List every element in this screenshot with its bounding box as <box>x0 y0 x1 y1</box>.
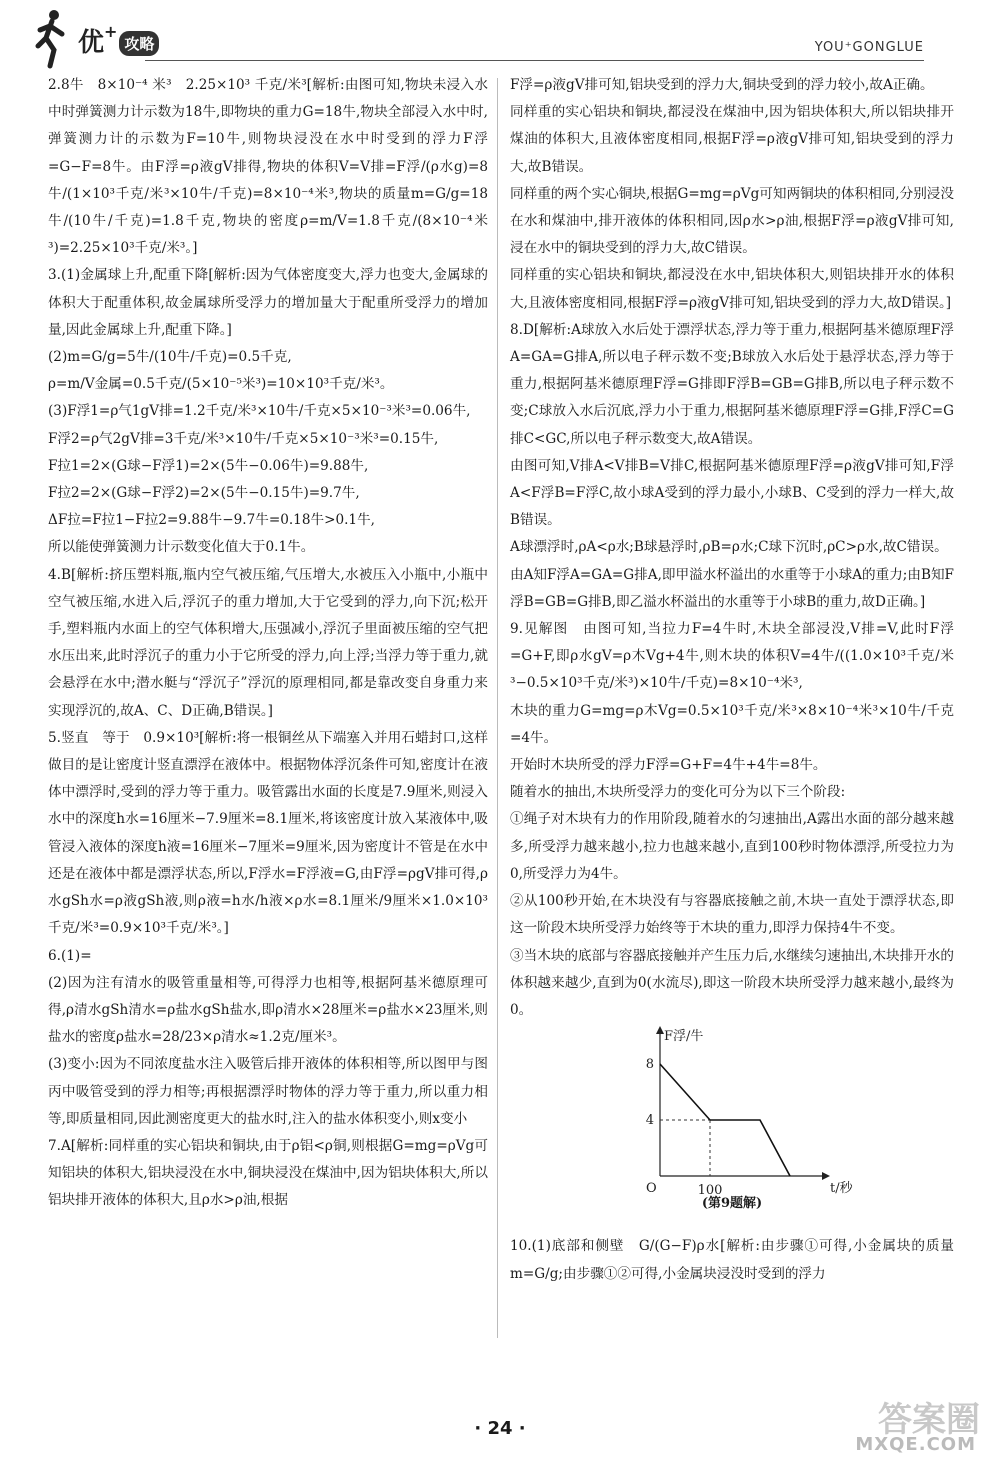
runner-logo-icon <box>32 8 72 70</box>
watermark-logo <box>810 1392 980 1458</box>
watermark-title: 答案圈 <box>878 1400 980 1440</box>
page-number: · 24 · <box>474 1418 526 1439</box>
answer-paragraph: ③当木块的底部与容器底接触并产生压力后,水继续匀速抽出,木块排开水的体积越来越少,直到为0(水流尽),即这一阶段木块所受浮力越来越小,最终为0。 <box>510 947 954 1018</box>
answer-paragraph: 木块的重力G=mg=ρ木Vg=0.5×10³千克/米³×8×10⁻⁴米³×10牛/千克=4牛。 <box>510 702 954 746</box>
x-tick-label: 100 <box>697 1183 723 1197</box>
chart-caption: (第9题解) <box>701 1196 763 1212</box>
buoyancy-time-chart <box>510 1026 954 1196</box>
answer-paragraph: 3.(1)金属球上升,配重下降[解析:因为气体密度变大,浮力也变大,金属球的体积大于配重体积,故金属球所受浮力的增加量大于配重所受浮力的增加量,因此金属球上升,配重下降。] <box>48 267 488 338</box>
header-series-title: YOU⁺GONGLUE <box>814 40 924 55</box>
answer-paragraph: 10.(1)底部和侧壁 G/(G−F)ρ水[解析:由步骤①可得,小金属块的质量m=G/g;由步骤①②可得,小金属块浸没时受到的浮力 <box>510 1238 954 1282</box>
answer-paragraph: F浮=ρ液gV排可知,铝块受到的浮力大,铜块受到的浮力较小,故A正确。 <box>510 77 934 93</box>
answer-paragraph: A球漂浮时,ρA<ρ水;B球悬浮时,ρB=ρ水;C球下沉时,ρC>ρ水,故C错误。 <box>510 539 948 556</box>
answer-paragraph: 4.B[解析:挤压塑料瓶,瓶内空气被压缩,气压增大,水被压入小瓶中,小瓶中空气被压缩,水进入后,浮沉子的重力增加,大于它受到的浮力,向下沉;松开手,塑料瓶内水面上的空气体积增大,压强减小,浮沉子里面被压缩的空气把水压出来,此时浮沉子的重力小于它所受的浮力,向上浮;当浮力等于重力,就会悬浮在水中;潜水艇与“浮沉子”浮沉的原理相同,都是靠改变自身重力来实现浮沉的,故A、C、D正确,B错误。] <box>48 566 488 719</box>
answer-paragraph: F拉1=2×(G球−F浮1)=2×(5牛−0.06牛)=9.88牛, <box>48 457 369 474</box>
answer-paragraph: F拉2=2×(G球−F浮2)=2×(5牛−0.15牛)=9.7牛, <box>48 485 360 502</box>
answer-paragraph: (2)m=G/g=5牛/(10牛/千克)=0.5千克, <box>48 349 292 366</box>
answer-paragraph: 同样重的实心铝块和铜块,都浸没在水中,铝块体积大,则铝块排开水的体积大,且液体密度相同,根据F浮=ρ液gV排可知,铝块受到的浮力大,故D错误。] <box>510 267 954 311</box>
watermark-url: MXQE.COM <box>855 1434 976 1455</box>
header-rule <box>145 60 924 61</box>
answer-paragraph: ΔF拉=F拉1−F拉2=9.88牛−9.7牛=0.18牛>0.1牛, <box>48 512 375 529</box>
answer-paragraph: 开始时木块所受的浮力F浮=G+F=4牛+4牛=8牛。 <box>510 757 827 774</box>
answer-paragraph: (3)F浮1=ρ气1gV排=1.2千克/米³×10牛/千克×5×10⁻³米³=0.06牛, <box>48 403 471 420</box>
origin-label: O <box>646 1181 657 1197</box>
answer-paragraph: 2.8牛 8×10⁻⁴ 米³ 2.25×10³ 千克/米³[解析:由图可知,物块未浸入水中时弹簧测力计示数为18牛,即物块的重力G=18牛,物块全部浸入水中时,弹簧测力计的示数为F=10牛,则物块浸没在水中时受到的浮力F浮=G−F=8牛。由F浮=ρ液gV排得,物块的体积V=V排=F浮/(ρ水g)=8牛/(1×10³千克/米³×10牛/千克)=8×10⁻⁴米³,物块的质量m=G/g=18牛/(10牛/千克)=1.8千克,物块的密度ρ=m/V=1.8千克/(8×10⁻⁴米³)=2.25×10³千克/米³。] <box>48 77 488 257</box>
answer-paragraph: (3)变小:因为不同浓度盐水注入吸管后排开液体的体积相等,所以图甲与图丙中吸管受到的浮力相等;再根据漂浮时物体的浮力等于重力,所以重力相等,即质量相同,因此测密度更大的盐水时,注入的盐水体积变小,则x变小 <box>48 1056 488 1127</box>
answer-paragraph: 5.竖直 等于 0.9×10³[解析:将一根铜丝从下端塞入并用石蜡封口,这样做目的是让密度计竖直漂浮在液体中。根据物体浮沉条件可知,密度计在液体中漂浮时,受到的浮力等于重力。吸管露出水面的长度是7.9厘米,则浸入水中的深度h水=16厘米−7.9厘米=8.1厘米,将该密度计放入某液体中,吸管浸入液体的深度h液=16厘米−7厘米=9厘米,因为密度计不管是在水中还是在液体中都是漂浮状态,所以,F浮水=F浮液=G,由F浮=ρgV排可得,ρ水gSh水=ρ液gSh液,则ρ液=h水/h液×ρ水=8.1厘米/9厘米×1.0×10³千克/米³=0.9×10³千克/米³。] <box>48 729 488 937</box>
answer-paragraph: 同样重的两个实心铜块,根据G=mg=ρVg可知两铜块的体积相同,分别浸没在水和煤油中,排开液体的体积相同,因ρ水>ρ油,根据F浮=ρ液gV排可知,浸在水中的铜块受到的浮力大,故C错误。 <box>510 185 954 257</box>
answer-paragraph: F浮2=ρ气2gV排=3千克/米³×10牛/千克×5×10⁻³米³=0.15牛, <box>48 430 439 447</box>
left-column <box>48 72 488 1215</box>
page-header <box>0 0 1000 80</box>
answer-paragraph: ①绳子对木块有力的作用阶段,随着水的匀速抽出,A露出水面的部分越来越多,所受浮力越来越小,拉力也越来越小,直到100秒时物体漂浮,所受拉力为0,所受浮力为4牛。 <box>510 811 954 882</box>
answer-paragraph: 由A知F浮A=GA=G排A,即甲溢水杯溢出的水重等于小球A的重力;由B知F浮B=GB=G排B,即乙溢水杯溢出的水重等于小球B的重力,故D正确。] <box>510 566 954 610</box>
y-axis-arrow <box>656 1026 664 1034</box>
column-divider <box>497 78 498 1338</box>
y-tick-label: 4 <box>645 1113 654 1129</box>
answer-paragraph: 随着水的抽出,木块所受浮力的变化可分为以下三个阶段: <box>510 784 846 801</box>
brand-plus: + <box>104 22 118 41</box>
answer-paragraph: 由图可知,V排A<V排B=V排C,根据阿基米德原理F浮=ρ液gV排可知,F浮A<F浮B=F浮C,故小球A受到的浮力最小,小球B、C受到的浮力一样大,故B错误。 <box>510 457 954 529</box>
brand-text: 优 <box>78 28 105 58</box>
brand-logo <box>78 22 159 59</box>
y-axis-label: F浮/牛 <box>664 1029 704 1045</box>
answer-paragraph: 同样重的实心铝块和铜块,都浸没在煤油中,因为铝块体积大,所以铝块排开煤油的体积大,且液体密度相同,根据F浮=ρ液gV排可知,铝块受到的浮力大,故B错误。 <box>510 104 954 175</box>
x-axis-label: t/秒 <box>830 1181 853 1197</box>
answer-paragraph: 7.A[解析:同样重的实心铝块和铜块,由于ρ铝<ρ铜,则根据G=mg=ρVg可知铝块的体积大,铝块浸没在水中,铜块浸没在煤油中,因为铝块体积大,所以铝块排开液体的体积大,且ρ水>ρ油,根据 <box>48 1137 488 1209</box>
answer-paragraph: 所以能使弹簧测力计示数变化值大于0.1牛。 <box>48 539 315 556</box>
answer-paragraph: 9.见解图 由图可知,当拉力F=4牛时,木块全部浸没,V排=V,此时F浮=G+F,即ρ水gV=ρ木Vg+4牛,则木块的体积V=4牛/((1.0×10³千克/米³−0.5×10³千克/米³)×10牛/千克)=8×10⁻⁴米³, <box>510 621 954 692</box>
x-axis-arrow <box>822 1172 830 1180</box>
answer-paragraph: ρ=m/V金属=0.5千克/(5×10⁻⁵米³)=10×10³千克/米³。 <box>48 376 394 393</box>
chart-svg <box>510 1026 954 1196</box>
y-tick-label: 8 <box>645 1057 654 1073</box>
answer-paragraph: ②从100秒开始,在木块没有与容器底接触之前,木块一直处于漂浮状态,即这一阶段木块所受浮力始终等于木块的重力,即浮力保持4牛不变。 <box>510 893 954 937</box>
answer-paragraph: 6.(1)= <box>48 947 92 964</box>
right-column <box>510 72 954 1288</box>
answer-paragraph: (2)因为注有清水的吸管重量相等,可得浮力也相等,根据阿基米德原理可得,ρ清水gSh清水=ρ盐水gSh盐水,即ρ清水×28厘米=ρ盐水×23厘米,则盐水的密度ρ盐水=28/23×ρ清水≈1.2克/厘米³。 <box>48 974 488 1046</box>
brand-pill: 攻略 <box>119 31 159 56</box>
answer-paragraph: 8.D[解析:A球放入水后处于漂浮状态,浮力等于重力,根据阿基米德原理F浮A=GA=G排A,所以电子秤示数不变;B球放入水后处于悬浮状态,浮力等于重力,根据阿基米德原理F浮=G排即F浮B=GB=G排B,所以电子秤示数不变;C球放入水后沉底,浮力小于重力,根据阿基米德原理F浮=G排,F浮C=G排C<GC,所以电子秤示数变大,故A错误。 <box>510 321 954 447</box>
